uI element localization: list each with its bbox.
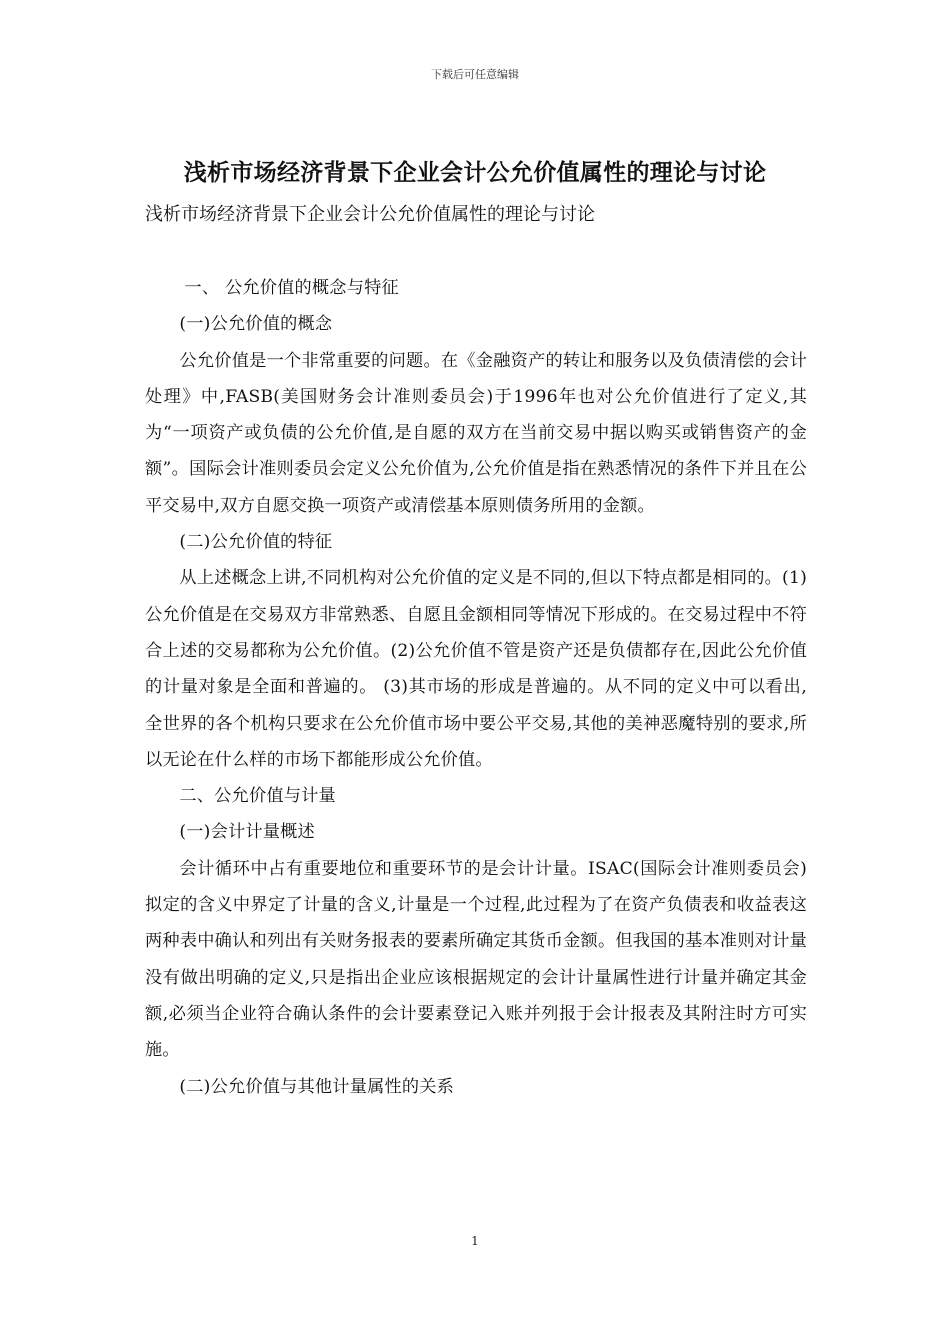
document-title: 浅析市场经济背景下企业会计公允价值属性的理论与讨论	[183, 160, 767, 186]
document-body	[145, 270, 807, 1105]
paragraph-fair-value-concept: 公允价值是一个非常重要的问题。在《金融资产的转让和服务以及负债清偿的会计处理》中,FASB(美国财务会计准则委员会)于1996年也对公允价值进行了定义,其为“一项资产或负债的公允价值,是自愿的双方在当前交易中据以购买或销售资产的金额”。国际会计准则委员会定义公允价值为,公允价值是指在熟悉情况的条件下并且在公平交易中,双方自愿交换一项资产或清偿基本原则债务所用的金额。	[145, 350, 807, 516]
document-subtitle: 浅析市场经济背景下企业会计公允价值属性的理论与讨论	[145, 204, 595, 225]
page-number: 1	[471, 1234, 479, 1248]
subsection-heading-1-2: (二)公允价值的特征	[179, 532, 333, 553]
section-heading-1: 一、 公允价值的概念与特征	[184, 278, 399, 298]
paragraph-fair-value-features: 从上述概念上讲,不同机构对公允价值的定义是不同的,但以下特点都是相同的。(1)公允价值是在交易双方非常熟悉、自愿且金额相同等情况下形成的。在交易过程中不符合上述的交易都称为公允价值。(2)公允价值不管是资产还是负债都存在,因此公允价值的计量对象是全面和普遍的。 (3)其市场的形成是普遍的。从不同的定义中可以看出,全世界的各个机构只要求在公允价值市场中要公平交易,其他的美神恶魔特别的要求,所以无论在什么样的市场下都能形成公允价值。	[145, 568, 807, 770]
subsection-heading-2-2: (二)公允价值与其他计量属性的关系	[179, 1076, 455, 1097]
subsection-heading-1-1: (一)公允价值的概念	[179, 314, 333, 335]
subsection-heading-2-1: (一)会计计量概述	[179, 822, 315, 843]
section-heading-2: 二、公允价值与计量	[179, 786, 336, 807]
paragraph-measurement-overview: 会计循环中占有重要地位和重要环节的是会计计量。ISAC(国际会计准则委员会)拟定的含义中界定了计量的含义,计量是一个过程,此过程为了在资产负债表和收益表这两种表中确认和列出有关财务报表的要素所确定其货币金额。但我国的基本准则对计量没有做出明确的定义,只是指出企业应该根据规定的会计计量属性进行计量并确定其金额,必须当企业符合确认条件的会计要素登记入账并列报于会计报表及其附注时方可实施。	[145, 858, 807, 1061]
header-note: 下载后可任意编辑	[431, 68, 519, 81]
